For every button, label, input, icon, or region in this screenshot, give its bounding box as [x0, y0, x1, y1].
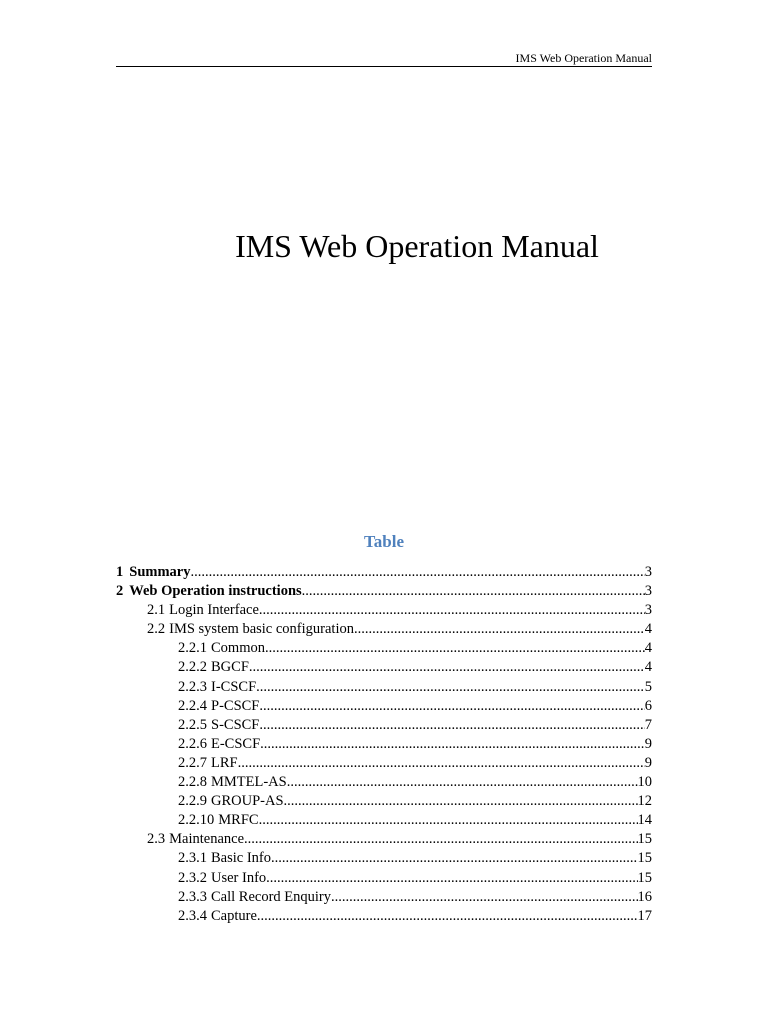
toc-entry-label: Login Interface — [169, 602, 259, 619]
toc-entry-label: IMS system basic configuration — [169, 621, 354, 638]
toc-entry-number: 2.2.5 — [178, 716, 207, 733]
toc-entry-page: 9 — [644, 754, 652, 771]
toc-entry-page: 3 — [644, 564, 652, 580]
toc-entry-label: Capture — [211, 907, 257, 924]
toc-entry-label: LRF — [211, 754, 238, 771]
toc-entry-number: 2.2.6 — [178, 735, 207, 752]
toc-entry-e-cscf[interactable] — [116, 735, 652, 754]
toc-dot-leader — [244, 830, 637, 849]
toc-dot-leader — [259, 601, 645, 620]
toc-entry-number: 2.2.1 — [178, 640, 207, 657]
toc-dot-leader — [265, 639, 645, 658]
toc-dot-leader — [256, 678, 645, 697]
toc-entry-group-as[interactable] — [116, 792, 652, 811]
toc-entry-label: MMTEL-AS — [211, 774, 287, 791]
toc-dot-leader — [259, 716, 644, 735]
toc-entry-number: 2.2.8 — [178, 774, 207, 791]
toc-entry-call-record-enquiry[interactable] — [116, 888, 652, 907]
toc-heading: Table — [363, 532, 404, 551]
toc-entry-user-info[interactable] — [116, 869, 652, 888]
toc-dot-leader — [257, 907, 638, 926]
toc-dot-leader — [260, 735, 645, 754]
toc-entry-page: 15 — [637, 831, 652, 848]
toc-entry-number: 2 — [116, 583, 124, 600]
toc-entry-basic-info[interactable] — [116, 849, 652, 868]
toc-entry-page: 3 — [644, 583, 652, 600]
page-header — [116, 50, 652, 67]
toc-entry-number: 2.2.3 — [178, 678, 207, 695]
table-of-contents — [116, 563, 652, 926]
toc-dot-leader — [266, 869, 637, 888]
toc-entry-summary[interactable] — [116, 563, 652, 582]
toc-entry-page: 4 — [644, 640, 652, 657]
toc-entry-s-cscf[interactable] — [116, 716, 652, 735]
toc-entry-number: 2.3.4 — [178, 907, 207, 924]
toc-dot-leader — [190, 563, 644, 582]
toc-entry-web-operation-instructions[interactable] — [116, 582, 652, 601]
toc-entry-number: 2.2.4 — [178, 697, 207, 714]
toc-entry-common[interactable] — [116, 639, 652, 658]
toc-dot-leader — [259, 697, 644, 716]
toc-entry-bgcf[interactable] — [116, 658, 652, 677]
toc-entry-number: 2.2.7 — [178, 754, 207, 771]
toc-dot-leader — [238, 754, 645, 773]
toc-dot-leader — [259, 811, 638, 830]
toc-entry-ims-system-basic-configuration[interactable] — [116, 620, 652, 639]
toc-dot-leader — [284, 792, 638, 811]
toc-entry-label: P-CSCF — [211, 697, 260, 714]
toc-entry-label: I-CSCF — [211, 678, 257, 695]
toc-entry-page: 16 — [637, 888, 652, 905]
toc-entry-label: MRFC — [218, 812, 259, 829]
toc-entry-label: E-CSCF — [211, 735, 261, 752]
toc-entry-mrfc[interactable] — [116, 811, 652, 830]
running-header-title: IMS Web Operation Manual — [515, 51, 652, 65]
toc-entry-label: Web Operation instructions — [129, 583, 302, 600]
toc-dot-leader — [249, 658, 645, 677]
toc-entry-number: 2.3 — [147, 831, 166, 848]
toc-entry-number: 2.2 — [147, 621, 166, 638]
toc-entry-i-cscf[interactable] — [116, 678, 652, 697]
toc-entry-number: 2.3.2 — [178, 869, 207, 886]
toc-entry-page: 4 — [644, 621, 652, 638]
toc-entry-number: 2.1 — [147, 602, 166, 619]
toc-entry-lrf[interactable] — [116, 754, 652, 773]
toc-entry-page: 7 — [644, 716, 652, 733]
toc-entry-label: GROUP-AS — [211, 793, 284, 810]
toc-entry-label: Common — [211, 640, 265, 657]
toc-entry-label: Maintenance — [169, 831, 245, 848]
document-title: IMS Web Operation Manual — [235, 228, 599, 264]
toc-dot-leader — [354, 620, 645, 639]
toc-entry-label: Summary — [129, 564, 191, 580]
toc-entry-page: 4 — [644, 659, 652, 676]
toc-dot-leader — [271, 849, 638, 868]
toc-entry-capture[interactable] — [116, 907, 652, 926]
toc-entry-page: 17 — [637, 907, 652, 924]
toc-entry-number: 2.3.3 — [178, 888, 207, 905]
toc-entry-page: 10 — [637, 774, 652, 791]
toc-entry-page: 9 — [644, 735, 652, 752]
toc-entry-label: Basic Info — [211, 850, 271, 867]
toc-dot-leader — [331, 888, 637, 907]
toc-entry-page: 12 — [637, 793, 652, 810]
toc-entry-p-cscf[interactable] — [116, 697, 652, 716]
toc-entry-page: 6 — [644, 697, 652, 714]
toc-dot-leader — [287, 773, 638, 792]
toc-entry-page: 14 — [637, 812, 652, 829]
toc-entry-number: 2.3.1 — [178, 850, 207, 867]
toc-entry-maintenance[interactable] — [116, 830, 652, 849]
toc-dot-leader — [302, 582, 645, 601]
toc-entry-label: BGCF — [211, 659, 249, 676]
toc-entry-page: 15 — [637, 869, 652, 886]
toc-entry-label: User Info — [211, 869, 267, 886]
toc-entry-page: 15 — [637, 850, 652, 867]
toc-entry-label: S-CSCF — [211, 716, 260, 733]
toc-entry-number: 1 — [116, 564, 124, 580]
toc-entry-login-interface[interactable] — [116, 601, 652, 620]
toc-entry-number: 2.2.10 — [178, 812, 215, 829]
toc-entry-page: 3 — [644, 602, 652, 619]
toc-entry-mmtel-as[interactable] — [116, 773, 652, 792]
toc-entry-page: 5 — [644, 678, 652, 695]
toc-entry-number: 2.2.2 — [178, 659, 207, 676]
toc-entry-label: Call Record Enquiry — [211, 888, 332, 905]
toc-entry-number: 2.2.9 — [178, 793, 207, 810]
